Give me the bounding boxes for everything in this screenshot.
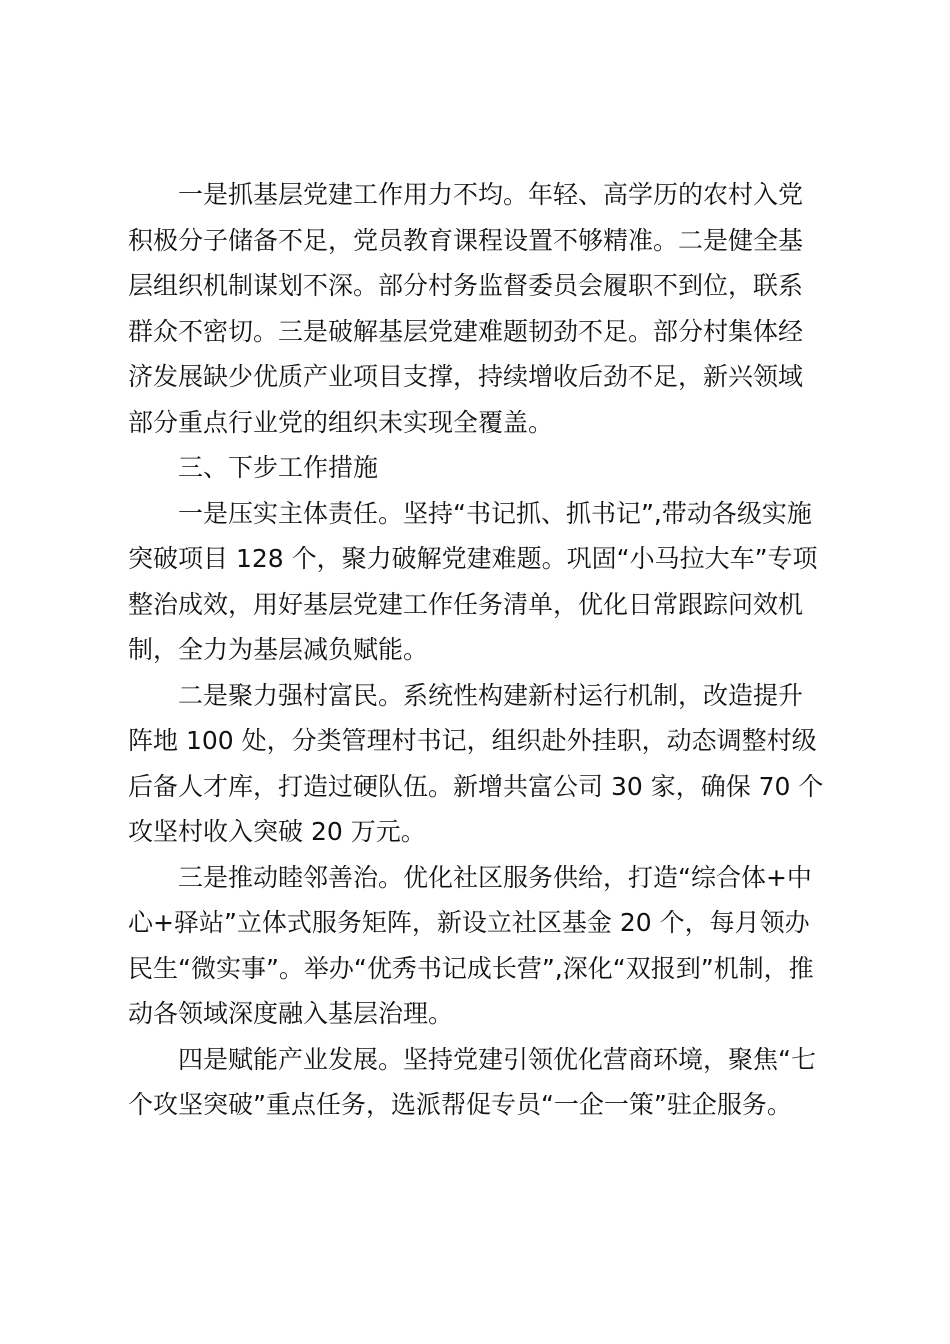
paragraph-problems xyxy=(128,172,828,445)
text-line: 部分重点行业党的组织未实现全覆盖。 xyxy=(128,407,554,437)
text-line: 一是抓基层党建工作用力不均。年轻、高学历的农村入党 xyxy=(178,180,804,209)
document-body xyxy=(128,172,828,1128)
text-line: 一是压实主体责任。坚持“书记抓、抓书记”,带动各级实施 xyxy=(178,498,812,528)
text-line: 三是推动睦邻善治。优化社区服务供给，打造“综合体+中 xyxy=(178,862,812,892)
text-line: 群众不密切。三是破解基层党建难题韧劲不足。部分村集体经 xyxy=(128,316,804,346)
text-line: 济发展缺少优质产业项目支撑，持续增收后劲不足，新兴领域 xyxy=(128,362,804,391)
paragraph-measure-2 xyxy=(128,673,828,855)
paragraph-measure-1 xyxy=(128,491,828,673)
text-line: 攻坚村收入突破 20 万元。 xyxy=(128,817,426,846)
text-line: 后备人才库，打造过硬队伍。新增共富公司 30 家，确保 70 个 xyxy=(128,771,824,801)
text-line: 积极分子储备不足，党员教育课程设置不够精准。二是健全基 xyxy=(128,225,804,255)
text-line: 动各领域深度融入基层治理。 xyxy=(128,999,454,1028)
text-line: 制，全力为基层减负赋能。 xyxy=(128,635,429,664)
paragraph-measure-3 xyxy=(128,855,828,1037)
text-line: 突破项目 128 个，聚力破解党建难题。巩固“小马拉大车”专项 xyxy=(128,544,818,573)
text-line: 心+驿站”立体式服务矩阵，新设立社区基金 20 个，每月领办 xyxy=(128,908,810,937)
text-line: 层组织机制谋划不深。部分村务监督委员会履职不到位，联系 xyxy=(128,271,804,300)
text-line: 二是聚力强村富民。系统性构建新村运行机制，改造提升 xyxy=(178,680,804,710)
text-line: 个攻坚突破”重点任务，选派帮促专员“一企一策”驻企服务。 xyxy=(128,1090,792,1119)
paragraph-measure-4 xyxy=(128,1037,828,1128)
section-heading-text: 三、下步工作措施 xyxy=(178,453,379,482)
text-line: 阵地 100 处，分类管理村书记，组织赴外挂职，动态调整村级 xyxy=(128,726,817,755)
text-line: 民生“微实事”。举办“优秀书记成长营”,深化“双报到”机制，推 xyxy=(128,953,814,983)
text-line: 四是赋能产业发展。坚持党建引领优化营商环境，聚焦“七 xyxy=(178,1044,816,1074)
text-line: 整治成效，用好基层党建工作任务清单，优化日常跟踪问效机 xyxy=(128,589,804,619)
section-heading xyxy=(128,445,828,491)
